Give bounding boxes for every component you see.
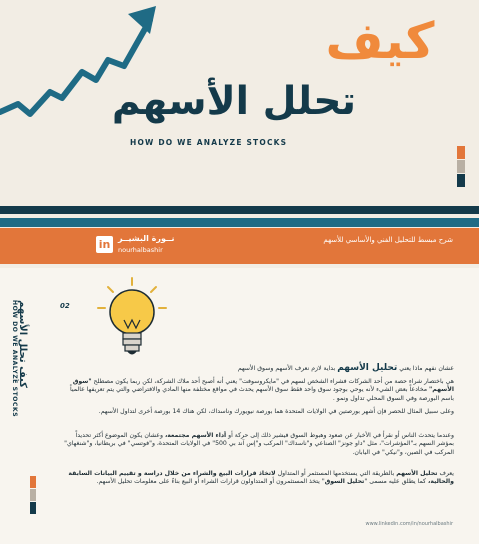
author-band [0, 228, 479, 264]
color-bar-navy [457, 174, 465, 187]
author-name: نــورة البشيــر [118, 234, 175, 243]
para5-highlight-1: تحليل الأسهم [396, 470, 438, 477]
paragraph-2 [58, 378, 454, 403]
subtitle-en: HOW DO WE ANALYZE STOCKS [130, 138, 288, 147]
paragraph-1 [58, 362, 454, 374]
stripe-teal [0, 218, 479, 227]
para2-post: مخادعاً بعض الشيء لأنه يوحي بوجود سوق واحد فقط سوق الأسهم يحدث في مواقع مختلفة منها المادي والافتراضي والتي يتم تعريفها عالمياً باسم البورصة وفي السوق المحلي تداول ونمو . [69, 386, 454, 402]
vertical-title-ar: كيف تحلل الأسهم [17, 300, 28, 388]
para5-pre: يعرف [439, 470, 454, 477]
para5-highlight-2: لاتخاذ قرارات البيع والشراء من خلال دراسة و تقييم البيانات السابقة والحالية، [68, 470, 454, 486]
para1-post: بداية لازم نعرف الأسهم وسوق الأسهم [237, 365, 336, 372]
stripe-navy [0, 206, 479, 214]
paragraph-4 [58, 432, 454, 457]
para4-post: وعشان يكون الموضوع أكثر تحديداً بمؤشر السهم بـ"المؤشرات"، مثل "داو جونز" الصناعي و"ناسداك" المركب و"إس آند بي 500" في الولايات المتحدة، و"فوتسي" في بريطانيا، و"شنغهاي" المركب في الصين، و"نيكي" في اليابان. [64, 432, 454, 456]
footer-linkedin-link[interactable]: www.linkedin.com/in/nourhalbashir [365, 521, 453, 527]
color-bar-orange [457, 146, 465, 159]
para5-mid-2: كما يطلق عليه مسمى " [364, 478, 426, 486]
page-number: 02 [60, 302, 70, 310]
para4-pre: وعندما يتحدث الناس أو نقرأ في الأخبار عن صعود وهبوط السوق فيشير ذلك إلى حركة أو [228, 432, 454, 439]
cover-section [0, 0, 479, 206]
para3-text: وعلى سبيل المثال للحصر فإن أشهر بورصتين في الولايات المتحدة هما بورصة نيويورك وناسداك، لكن هناك 14 بورصة أخرى لتداول الأسهم. [98, 408, 454, 415]
bottom-bar-grey [30, 489, 36, 501]
bottom-bar-navy [30, 502, 36, 514]
author-handle: nourhalbashir [118, 246, 163, 254]
bottom-bar-orange [30, 476, 36, 488]
paragraph-5 [58, 470, 454, 487]
band-caption: شرح مبسط للتحليل الفني والأساسي للأسهم [323, 236, 453, 244]
para2-text: هي باختصار شراء حصة من أحد الشركات فشراء الشخص لسهم في "مايكروسوفت" يعني أنه أصبح أحد ملاك الشركة، لكن ربما يكون مصطلح [93, 378, 454, 385]
title-accent: كيف [325, 12, 435, 70]
para5-post: " يتخذ المستثمرون أو المتداولون قرارات الشراء أو البيع بناءً على معلومات تحليل الأسهم. [96, 478, 325, 486]
bottom-color-bars [30, 476, 36, 515]
para5-mid: بالطريقة التي يستخدمها المستثمر أو المتداول [277, 470, 395, 477]
linkedin-icon: in [96, 236, 113, 253]
para2-highlight: "سوق الأسهم" [72, 378, 454, 394]
para1-pre: عشان نفهم ماذا يعني [399, 365, 454, 372]
color-bar-grey [457, 160, 465, 173]
lightbulb-icon [92, 276, 172, 368]
paragraph-3 [58, 408, 454, 416]
para5-highlight-3: تحليل السوق [324, 478, 365, 486]
vertical-title [4, 300, 32, 430]
para1-highlight: تحليل الأسهم [337, 363, 398, 373]
content-page [0, 268, 479, 544]
title-main: تحلل الأسهم [111, 79, 357, 124]
para4-highlight: أداء الأسهم مجتمعة، [164, 432, 227, 439]
vertical-title-en: HOW DO WE ANALYZE STOCKS [11, 300, 18, 418]
side-color-bars [457, 146, 465, 188]
